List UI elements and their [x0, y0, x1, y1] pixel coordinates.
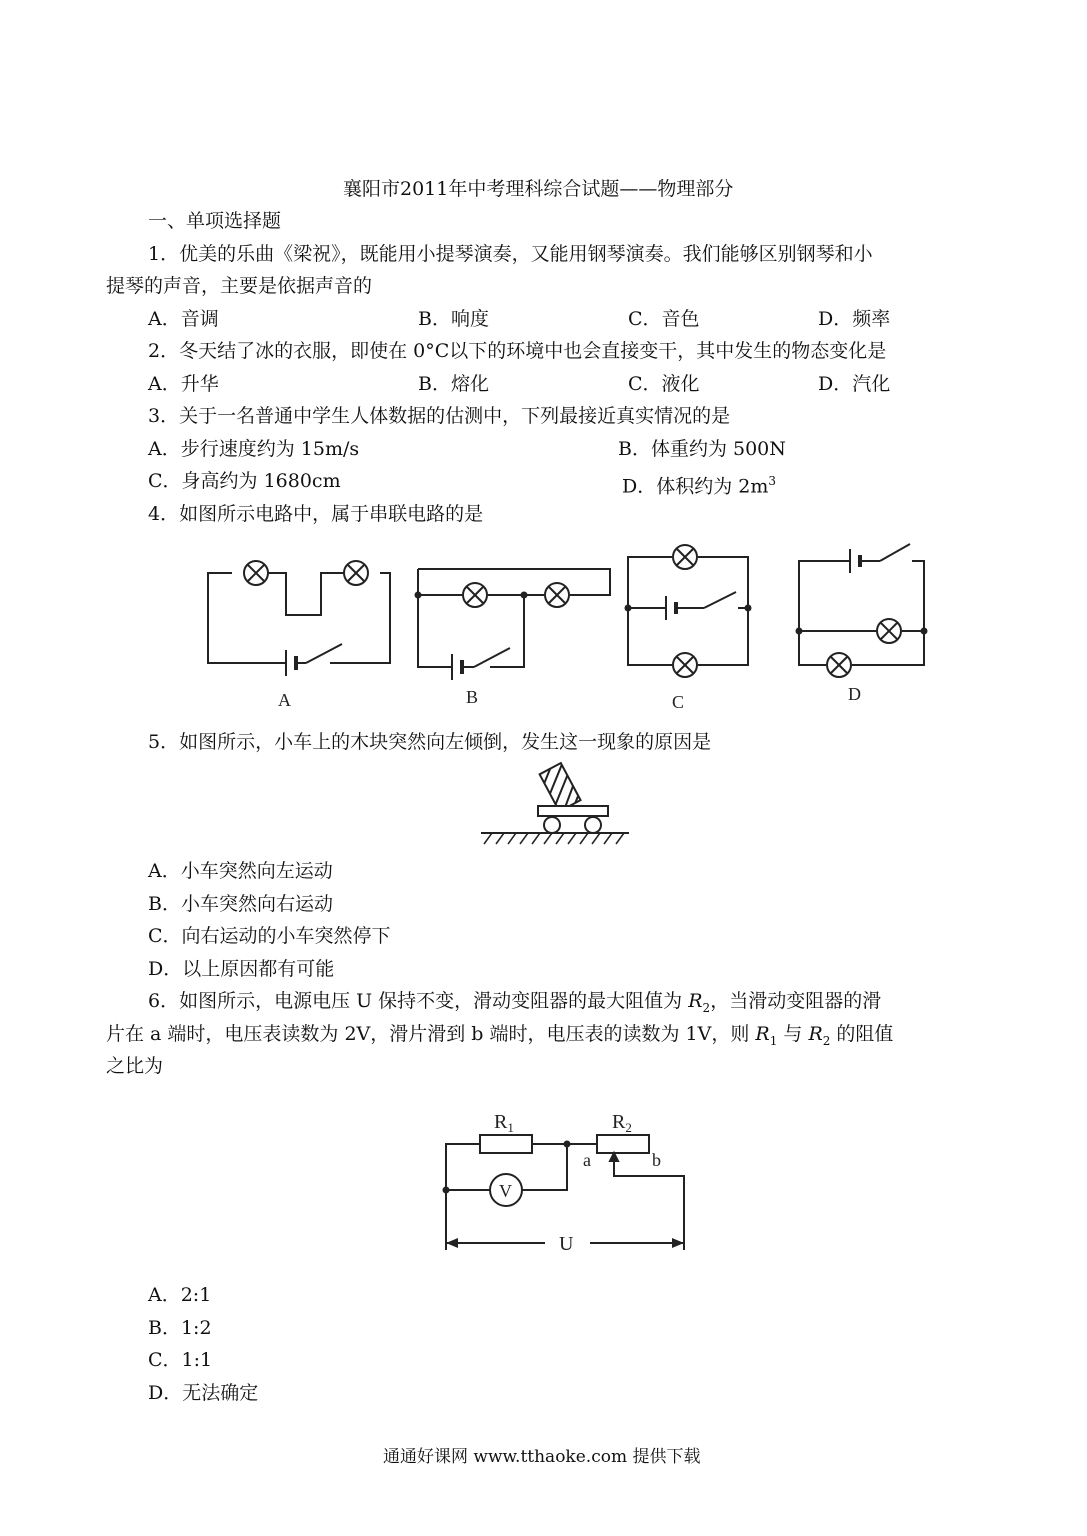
circuit-c	[626, 545, 751, 710]
q3-option-d-sup: 3	[768, 474, 777, 488]
q6-text-2c: 的阻值	[830, 1023, 894, 1045]
q6-r1-sub: 1	[769, 1033, 778, 1048]
q5-cart-figure	[0, 760, 1087, 850]
q2-option-a: A．升华	[148, 373, 219, 395]
section-heading: 一、单项选择题	[148, 210, 282, 232]
q6-text-1a: 6．如图所示，电源电压 U 保持不变，滑动变阻器的最大阻值为	[148, 990, 689, 1012]
q6-option-c: C．1:1	[148, 1349, 213, 1371]
q3-option-a: A．步行速度约为 15m/s	[148, 438, 360, 460]
question-1-text-cont: 提琴的声音，主要是依据声音的	[106, 275, 373, 297]
q3-option-c: C．身高约为 1680cm	[148, 470, 341, 492]
voltage-u-label: U	[559, 1233, 574, 1255]
q6-circuit-figure	[0, 1100, 1087, 1260]
q6-r2-sub: 2	[702, 1000, 711, 1015]
q5-option-c: C．向右运动的小车突然停下	[148, 925, 391, 947]
q3-option-d-text: D．体积约为 2m	[622, 475, 769, 498]
q1-option-a: A．音调	[148, 308, 219, 330]
q6-r2-sub-2: 2	[822, 1033, 831, 1048]
q2-option-c: C．液化	[628, 373, 700, 395]
q6-r1-symbol: R	[755, 1023, 770, 1045]
cart-body	[538, 806, 608, 816]
q6-option-d: D．无法确定	[148, 1382, 259, 1404]
q5-option-b: B．小车突然向右运动	[148, 893, 333, 915]
question-6-line-3: 之比为	[106, 1055, 164, 1077]
terminal-b-label: b	[652, 1150, 661, 1170]
question-3-text: 3．关于一名普通中学生人体数据的估测中，下列最接近真实情况的是	[148, 405, 731, 427]
question-1-text: 1．优美的乐曲《梁祝》，既能用小提琴演奏，又能用钢琴演奏。我们能够区别钢琴和小	[148, 243, 873, 265]
r2-label: $R_2$	[612, 1111, 632, 1135]
question-6-line-1	[148, 988, 881, 1021]
cart-wheel-right	[585, 817, 601, 833]
circuit-b	[416, 569, 611, 707]
page-title: 襄阳市2011年中考理科综合试题——物理部分	[343, 178, 734, 200]
q6-option-a: A．2:1	[148, 1284, 212, 1306]
circuit-c-label: C	[672, 692, 685, 710]
q6-r2-symbol: R	[688, 990, 703, 1012]
q5-option-d: D．以上原因都有可能	[148, 958, 335, 980]
q1-option-c: C．音色	[628, 308, 700, 330]
rheostat-r2	[597, 1135, 649, 1153]
voltmeter-label: V	[499, 1181, 512, 1201]
q6-text-1b: ，当滑动变阻器的滑	[710, 990, 882, 1012]
q4-circuit-figure	[0, 540, 1087, 710]
q6-r2-symbol-2: R	[808, 1023, 823, 1045]
circuit-d-label: D	[848, 684, 861, 704]
question-6-line-2	[106, 1021, 893, 1054]
circuit-d	[797, 544, 927, 704]
r1-label: $R_1$	[494, 1111, 514, 1135]
q2-option-b: B．熔化	[418, 373, 489, 395]
q6-text-2a: 片在 a 端时，电压表读数为 2V，滑片滑到 b 端时，电压表的读数为 1V，则	[106, 1023, 756, 1045]
q1-option-b: B．响度	[418, 308, 489, 330]
resistor-r1	[480, 1135, 532, 1153]
q6-option-b: B．1:2	[148, 1317, 212, 1339]
question-4-text: 4．如图所示电路中，属于串联电路的是	[148, 503, 484, 525]
ground-hatching	[484, 833, 624, 844]
q6-text-2b: 与	[777, 1023, 809, 1045]
question-2-text: 2．冬天结了冰的衣服，即使在 0°C以下的环境中也会直接变干，其中发生的物态变化是	[148, 340, 887, 362]
circuit-a-label: A	[278, 690, 291, 710]
q3-option-b: B．体重约为 500N	[618, 438, 786, 460]
q2-option-d: D．汽化	[818, 373, 891, 395]
q3-option-d	[622, 468, 776, 499]
cart-wheel-left	[544, 817, 560, 833]
q5-option-a: A．小车突然向左运动	[148, 860, 333, 882]
question-5-text: 5．如图所示，小车上的木块突然向左倾倒，发生这一现象的原因是	[148, 731, 712, 753]
footer-text: 通通好课网 www.tthaoke.com 提供下载	[383, 1447, 701, 1467]
terminal-a-label: a	[583, 1150, 591, 1170]
circuit-b-label: B	[466, 687, 479, 707]
circuit-a	[208, 561, 390, 710]
wooden-block	[540, 763, 581, 811]
q1-option-d: D．频率	[818, 308, 891, 330]
